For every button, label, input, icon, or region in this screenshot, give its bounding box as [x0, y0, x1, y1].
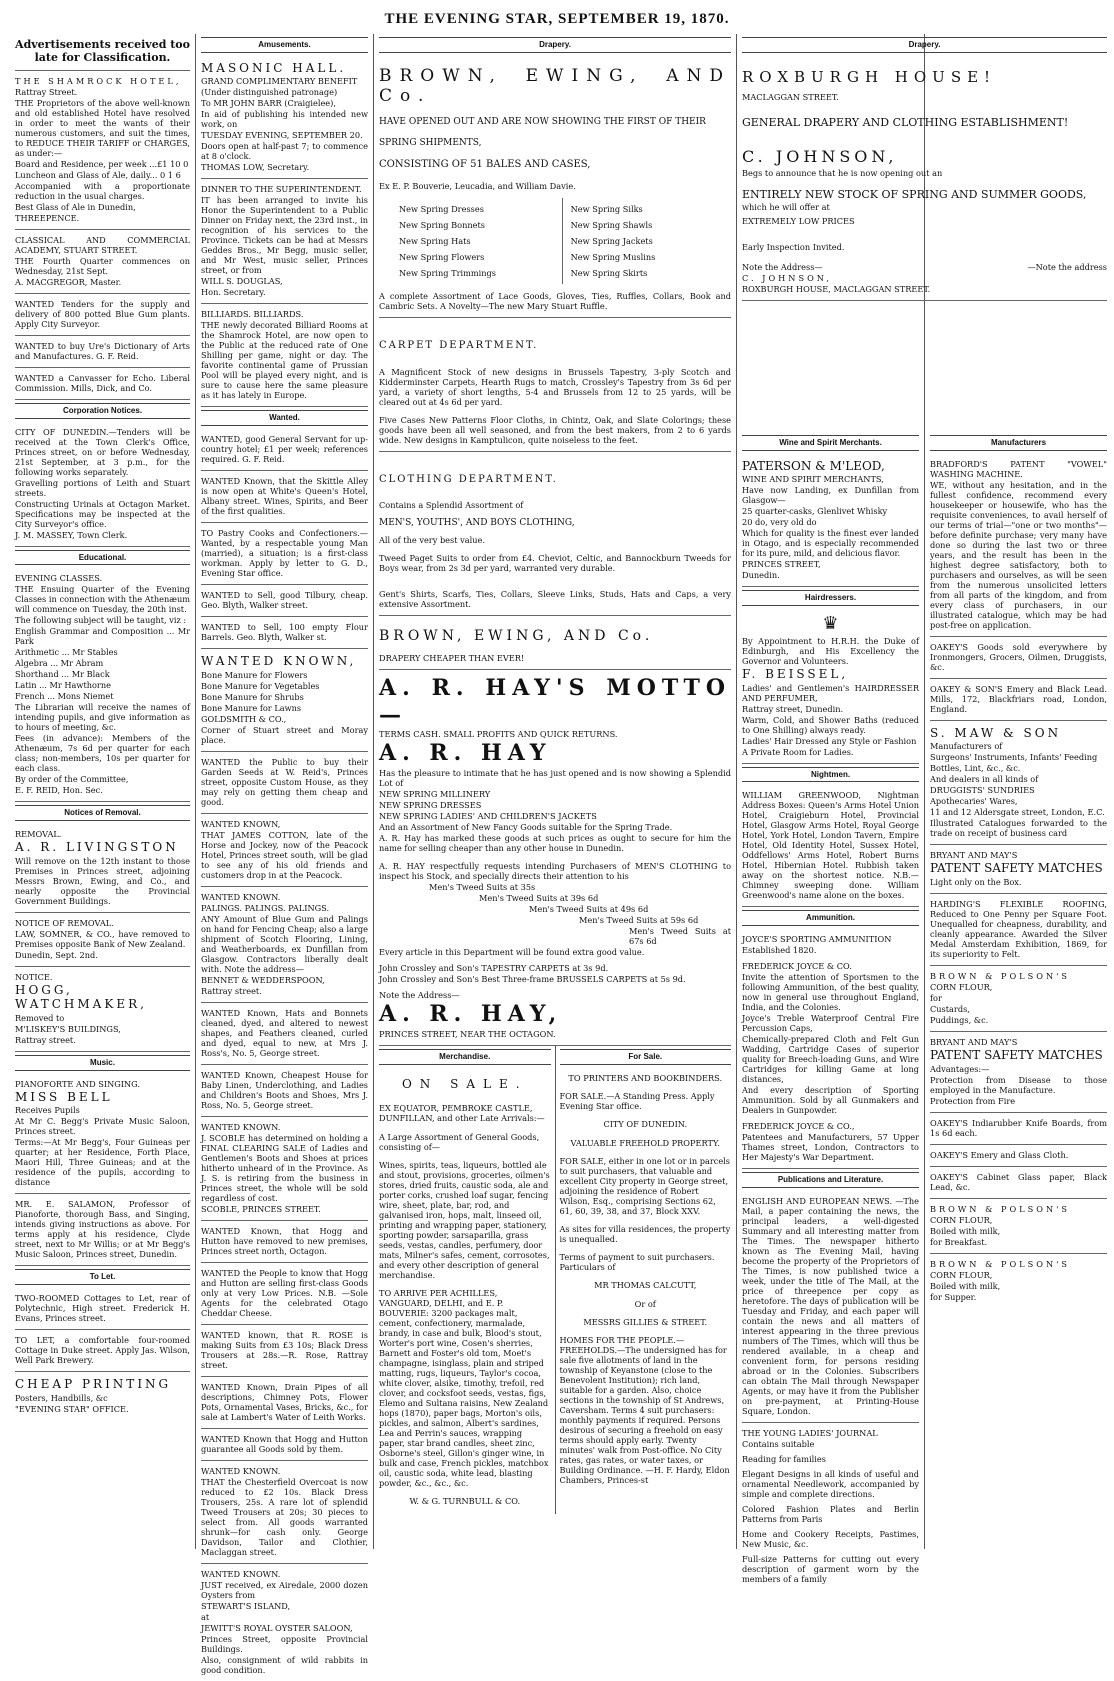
column-1	[10, 34, 195, 1549]
ad-greenwood: WILLIAM GREENWOOD, Nightman Address Boxes: Queen's Arms Hotel Union Hotel, Craigieburn Hotel, Provincial Hotel, Glasgow Arms Hotel, Royal George Hotel, York Hotel, London Tavern, Empire Hotel, Old Identity Hotel, Sussex Hotel, Oddfellows' Arms Hotel, Robert Burns Hotel, Hibernian Hotel. Rubbish taken away on the shortest notice. N.B.—Chimney sweeping done. William Greenwood's name alone on the boxes.	[742, 785, 919, 907]
ad-brown-ewing-spring: BROWN, EWING, AND Co. HAVE OPENED OUT AND ARE NOW SHOWING THE FIRST OF THEIR SPRING SHIPMENTS, CONSISTING OF 51 BALES AND CASES, Ex E. P. Bouverie, Leucadia, and William Davie. New Spring Dresses New Spring Bonnets New Spring Hats New Spring Flowers New Spring Trimmings New Spring Silks New Spring Shawls New Spring Jackets New Spring Muslins New Spring Skirts A complete Assortment of Lace Goods, Gloves, Ties, Ruffles, Collars, Book and Cambric Sets. A Novelty—The new Mary Stuart Ruffle.	[379, 56, 731, 319]
ad-dinner-superintendent: DINNER TO THE SUPERINTENDENT. IT has been arranged to invite his Honor the Superintendent to a Public Dinner on Friday next, the 23rd inst., in recognition of his services to the Province. Tickets can be had at Messrs Geddes Bros., Mr Begg, music seller, and Mr West, music seller, Princes street, or from WILL S. DOUGLAS, Hon. Secretary.	[201, 179, 368, 304]
section-wanted: Wanted.	[201, 410, 368, 426]
section-ammunition: Ammunition.	[742, 910, 919, 926]
ad-carpet-department: CARPET DEPARTMENT. A Magnificent Stock of new designs in Brussels Tapestry, 3-ply Scotch and Kidderminster Carpets, Hearth Rugs to match, Crossley's Tapestry from 3s 6d per yard, a variety of short lengths, 5-4 and Brussels from 12 to 25 yards, will be cleared out at 4s 6d per yard. Five Cases New Patterns Floor Cloths, in Chintz, Oak, and Slate Colorings; these goods have been all well seasoned, and from the best makers, from 2 to 6 yards wide. New designs in Kamptulicon, quite noiseless to the feet.	[379, 318, 731, 451]
ad-bryant-may-2: BRYANT AND MAY'S PATENT SAFETY MATCHES Advantages:— Protection from Disease to those employed in the Manufacture. Protection from Fire	[930, 1032, 1107, 1113]
ad-let-cottages: TWO-ROOMED Cottages to Let, rear of Polytechnic, High street. Frederick H. Evans, Princes street.	[15, 1288, 190, 1330]
section-music: Music.	[15, 1055, 190, 1071]
ad-oakey-knife-boards: OAKEY'S Indiarubber Knife Boards, from 1s 6d each.	[930, 1113, 1107, 1145]
ad-cheap-printing: CHEAP PRINTING Posters, Handbills, &c "EVENING STAR" OFFICE.	[15, 1377, 172, 1414]
ad-harding-roofing: HARDING'S FLEXIBLE ROOFING, Reduced to One Penny per Square Foot. Unequalled for cheapness, durability, and cleanly appearance. Awarded the Silver Medal Amsterdam Exhibition, 1869, for its superiority to Felt.	[930, 894, 1107, 966]
ad-pastry-cooks: TO Pastry Cooks and Confectioners.—Wanted, by a respectable young Man (married), a situation; is a first-class workman. Apply by letter to G. D., Evening Star office.	[201, 523, 368, 585]
ad-wanted-skittle: WANTED Known, that the Skittle Alley is now open at White's Queen's Hotel, Albany street. Wines, Spirits, and Beer of the first qualities.	[201, 471, 368, 523]
ad-joyce-ammunition: JOYCE'S SPORTING AMMUNITION Established 1820. FREDERICK JOYCE & CO. Invite the attention of Sportsmen to the following Ammunition, of the best quality, now in general use throughout England, India, and the Colonies. Joyce's Treble Waterproof Central Fire Percussion Caps, Chemically-prepared Cloth and Felt Gun Wadding, Cartridge Cases of superior quality for Breech-loading Guns, and Wire Cartridges for killing Game at long distances, And every description of Sporting Ammunition. Sold by all Gunmakers and Dealers in Gunpowder. FREDERICK JOYCE & CO., Patentees and Manufacturers, 57 Upper Thames street, London, Contractors to Her Majesty's War Department.	[742, 929, 919, 1169]
royal-crest-icon: ♛	[822, 613, 839, 635]
ad-r-rose: WANTED known, that R. ROSE is making Suits from £3 10s; Black Dress Trousers at 28s.—R. Rose, Rattray street.	[201, 1325, 368, 1377]
ad-oakey-glass-paper: OAKEY'S Cabinet Glass paper, Black Lead, &c.	[930, 1167, 1107, 1199]
section-educational: Educational.	[15, 550, 190, 566]
ad-wanted-tenders: WANTED Tenders for the supply and delivery of 800 potted Blue Gum plants. Apply City Surveyor.	[15, 294, 190, 336]
ad-roxburgh-house: ROXBURGH HOUSE! MACLAGGAN STREET. GENERAL DRAPERY AND CLOTHING ESTABLISHMENT! C. JOHNSON, Begs to announce that he is now opening out an ENTIRELY NEW STOCK OF SPRING AND SUMMER GOODS, which he will offer at EXTREMELY LOW PRICES Early Inspection Invited. Note the Address— —Note the address C. JOHNSON, ROXBURGH HOUSE, MACLAGGAN STREET.	[742, 56, 1107, 302]
ad-maw-son: S. MAW & SON Manufacturers of Surgeons' Instruments, Infants' Feeding Bottles, Lint, &c., &c. And dealers in all kinds of DRUGGISTS' SUNDRIES Apothecaries' Wares, 11 and 12 Aldersgate street, London, E.C. Illustrated Catalogues forwarded to the trade on receipt of business card	[930, 721, 1107, 846]
column-2	[196, 34, 373, 1675]
ad-beissel: ♛ By Appointment to H.R.H. the Duke of Edinburgh, and His Excellency the Governor and Volunteers. F. BEISSEL, Ladies' and Gentlemen's HAIRDRESSER AND PERFUMER, Rattray street, Dunedin. Warm, Cold, and Shower Baths (reduced to One Shilling) always ready. Ladies' Hair Dressed any Style or Fashion A Private Room for Ladies.	[742, 609, 919, 764]
ad-bradford: BRADFORD'S PATENT "VOWEL" WASHING MACHINE. WE, without any hesitation, and in the fullest confidence, recommend every housekeeper or housewife, who has the requisite conveniences, to avail herself of our terms of trial—"one or two months"—before definite purchase; very many have done so during the last two or three years, and the result has been in the highest degree satisfactory, both to purchasers and ourselves, as will be seen from the numerous unsolicited letters from all parts of the kingdom, and from every class of purchasers, in our illustrated catalogue, which may be had post-free on application.	[930, 454, 1107, 637]
merchandise-column: Merchandise. ON SALE. EX EQUATOR, PEMBROKE CASTLE, DUNFILLAN, and other Late Arrivals:— A Large Assortment of General Goods, consisting of— Wines, spirits, teas, liqueurs, bottled ale and stout, provisions, groceries, oilmen's stores, dried fruits, caustic soda, ale and porter corks, crushed loaf sugar, fencing wire, sheet, plate, bar, rod, and galvanised iron, hops, malt, linseed oil, printing and wrapping paper, stationery, sporting powder, sarsaparilla, grass seeds, vestas, candles, perfumery, door mats, Milner's safes, cement, corrosotes, and every other description of general merchandise. TO ARRIVE PER ACHILLES, VANGUARD, DELHI, and E. P. BOUVERIE: 3200 packages malt, cement, confectionery, marmalade, brandy, in case and bulk, Blood's stout, Worter's port wine, Cosen's sherries, Barnett and Foster's old tom, Moet's champagne, isinglass, plain and striped matting, rugs, liqueurs, Taylor's cocoa, white clover, alsike, timothy, trefoil, red clover, and cocksfoot seeds, vestas, figs, Elemo and Sultana raisins, New Zealand hops (1870), paper bags, Morton's oils, pickles, and salmon, Albert's sardines, Lea and Perrin's sauces, wrapping paper, star brand candles, sheet zinc, Osborne's steel, Gillon's ginger wine, in bulk and case, French pickles, matchbox oil, caustic soda, white lead, blasting powder, &c., &c., &c. W. & G. TURNBULL & CO.	[379, 1046, 556, 1514]
ad-brown-polson-3: BROWN & POLSON'S CORN FLOUR, Boiled with milk, for Supper.	[930, 1258, 1070, 1302]
ad-miss-bell: PIANOFORTE AND SINGING. MISS BELL Receives Pupils At Mr C. Begg's Private Music Saloon, Princes street. Terms:—At Mr Begg's, Four Guineas per quarter; at her Residence, Forth Place, Maori Hill, Three Guineas; and at the residence of the pupils, according to distance	[15, 1074, 190, 1195]
note-address-line: Note the Address— —Note the address	[742, 262, 1107, 273]
ad-bone-manure: WANTED KNOWN, Bone Manure for Flowers Bone Manure for Vegetables Bone Manure for Shrubs Bone Manure for Lawns GOLDSMITH & CO., Corner of Stuart street and Moray place.	[201, 649, 368, 752]
ad-garden-seeds: WANTED the Public to buy their Garden Seeds at W. Reid's, Princes street, opposite Custom House, as they may rely on getting them cheap and good.	[201, 752, 368, 814]
ad-baby-linen: WANTED Known, Cheapest House for Baby Linen, Underclothing, and Ladies and Children's Boots and Shoes, Mrs J. Ross, No. 5, George street.	[201, 1065, 368, 1117]
section-for-sale: For Sale.	[560, 1049, 732, 1065]
ad-academy: CLASSICAL AND COMMERCIAL ACADEMY, STUART STREET. THE Fourth Quarter commences on Wednesday, 21st Sept. A. MACGREGOR, Master.	[15, 230, 190, 294]
ad-young-ladies-journal: THE YOUNG LADIES' JOURNAL Contains suitable Reading for families Elegant Designs in all kinds of useful and ornamental Needlework, accompanied by simple and complete directions. Colored Fashion Plates and Berlin Patterns from Paris Home and Cookery Receipts, Pastimes, New Music, &c. Full-size Patterns for cutting out every description of garment worn by the members of a family	[742, 1427, 919, 1584]
ad-notice-hogg: NOTICE. HOGG, WATCHMAKER, Removed to M'LISKEY'S BUILDINGS, Rattray street.	[15, 967, 190, 1052]
section-corporation: Corporation Notices.	[15, 403, 190, 419]
ad-drain-pipes: WANTED Known, Drain Pipes of all descriptions, Chimney Pots, Flower Pots, Ornamental Vases, Bricks, &c., for sale at Lambert's Water of Leith Works.	[201, 1377, 368, 1429]
ad-salamon: MR. E. SALAMON, Professor of Pianoforte, thorough Bass, and Singing, intends giving instructions as above. For terms apply at his residence, Clyde street, next to Mr Willis; or at Mr Begg's Music Saloon, Princes street, Dunedin.	[15, 1194, 190, 1266]
ad-brown-polson-1: BROWN & POLSON'S CORN FLOUR, for Custards, Puddings, &c.	[930, 966, 1107, 1032]
section-nightmen: Nightmen.	[742, 767, 919, 783]
section-hairdressers: Hairdressers.	[742, 590, 919, 606]
section-to-let: To Let.	[15, 1269, 190, 1285]
ad-hats-bonnets: WANTED Known, Hats and Bonnets cleaned, dyed, and altered to newest shapes, and Feathers cleaned, curled and dyed, equal to new, at Mrs J. Ross's, No. 5, George street.	[201, 1003, 368, 1065]
ad-oysters: WANTED KNOWN. JUST received, ex Airedale, 2000 dozen Oysters from STEWART'S ISLAND, at JEWITT'S ROYAL OYSTER SALOON, Princes Street, opposite Provincial Buildings. Also, consignment of wild rabbits in good condition.	[201, 1568, 368, 1675]
ad-city-dunedin: CITY OF DUNEDIN.—Tenders will be received at the Town Clerk's Office, Princes street, on or before Wednesday, 21st September, at 3 p.m., for the following works separately. Gravelling portions of Leith and Stuart streets. Constructing Urinals at Octagon Market. Specifications may be inspected at the City Surveyor's office. J. M. MASSEY, Town Clerk.	[15, 422, 190, 547]
ad-hogg-hutton-removed: WANTED Known, that Hogg and Hutton have removed to new premises, Princes street north, Octagon.	[201, 1221, 368, 1263]
ad-clothing-department: CLOTHING DEPARTMENT. Contains a Splendid Assortment of MEN'S, YOUTHS', AND BOYS CLOTHING, All of the very best value. Tweed Paget Suits to order from £4. Cheviot, Celtic, and Bannockburn Tweeds for Boys wear, from 2s 3d per yard, warranted very durable. Gent's Shirts, Scarfs, Ties, Collars, Sleeve Links, Studs, Hats and Caps, a very extensive Assortment.	[379, 452, 731, 616]
section-merchandise: Merchandise.	[379, 1049, 551, 1065]
ad-european-news: ENGLISH AND EUROPEAN NEWS. —The Mail, a paper containing the news, the principal leaders, a well-digested Summary and all interesting matter from The Times. The newspaper hitherto known as The Evening Mail, having become the property of the Proprietors of The Times, is now published twice a week, under the title of The Mail, at the price of threepence per copy as heretofore. The days of publication will be Tuesday and Friday, and each paper will contain the news and all matters of interest appearing in the three previous numbers of The Times, which will thus be rendered available, in a cheap and convenient form, for persons residing abroad or in the Colonies. Subscribers can obtain The Mail through Newspaper Agents, or may have it from the Publisher on pre-payment, at Printing-House Square, London.	[742, 1191, 919, 1423]
spring-list-right: New Spring Silks New Spring Shawls New Spring Jackets New Spring Muslins New Spring Skirts	[562, 198, 711, 284]
ad-hogg-hutton-cheese: WANTED the People to know that Hogg and Hutton are selling first-class Goods only at very Low Prices. N.B. —Sole Agents for the celebrated Otago Cheddar Cheese.	[201, 1263, 368, 1325]
section-wine-spirit: Wine and Spirit Merchants.	[742, 435, 919, 451]
section-manufacturers: Manufacturers	[930, 435, 1107, 451]
ad-wanted-tilbury: WANTED to Sell, good Tilbury, cheap. Geo. Blyth, Walker street.	[201, 585, 368, 617]
ad-brown-polson-2: BROWN & POLSON'S CORN FLOUR, Boiled with milk, for Breakfast.	[930, 1199, 1107, 1254]
column-3	[374, 34, 736, 1549]
ad-removal-livingston: REMOVAL. A. R. LIVINGSTON Will remove on the 12th instant to those Premises in Princes street, adjoining Messrs Brown, Ewing, and Co., and nearly opposite the Provincial Government Buildings.	[15, 824, 190, 913]
section-amusements: Amusements.	[201, 37, 368, 53]
ad-removal-law-somner: NOTICE OF REMOVAL. LAW, SOMNER, & CO., have removed to Premises opposite Bank of New Zealand. Dunedin, Sept. 2nd.	[15, 913, 190, 967]
ad-evening-classes: EVENING CLASSES. THE Ensuing Quarter of the Evening Classes in connection with the Athenæum will commence on Tuesday, the 20th inst. The following subject will be taught, viz : English Grammar and Composition ... Mr Park Arithmetic ... Mr Stables Algebra ... Mr Abram Shorthand ... Mr Black Latin ... Mr Hawthorne French ... Mons Niemet The Librarian will receive the names of intending pupils, and give information as to hours of meeting, &c. Fees (in advance): Members of the Athenæum, 7s 6d per quarter for each class; non-members, 10s per quarter for each class. By order of the Committee, E. F. REID, Hon. Sec.	[15, 568, 190, 802]
ad-billiards: BILLIARDS. BILLIARDS. THE newly decorated Billiard Rooms at the Shamrock Hotel, are now open to the Public at the reduced rate of One Shilling per game, night or day. The favorite continental game of Prussian Pool will be played every night, and is sure to cause here the same pleasure as it has lately in Europe.	[201, 304, 368, 407]
masthead: THE EVENING STAR, SEPTEMBER 19, 1870.	[384, 11, 730, 27]
ad-oakey-emery: OAKEY & SON'S Emery and Black Lead. Mills, 172, Blackfriars road, London, England.	[930, 679, 1107, 721]
ad-oakey-emery-cloth: OAKEY'S Emery and Glass Cloth.	[930, 1145, 1107, 1167]
spring-lists	[379, 192, 731, 290]
merch-sale-split	[379, 1046, 731, 1514]
section-drapery-2: Drapery.	[742, 37, 1107, 53]
ad-let-duke-street: TO LET, a comfortable four-roomed Cottage in Duke street. Apply Jas. Wilson, Well Park Brewery.	[15, 1330, 190, 1372]
section-publications: Publications and Literature.	[742, 1172, 919, 1188]
ad-wanted-ure: WANTED to buy Ure's Dictionary of Arts and Manufactures. G. F. Reid.	[15, 336, 190, 368]
ad-overcoat: WANTED KNOWN. THAT the Chesterfield Overcoat is now reduced to £2 10s. Black Dress Trousers, 25s. A rare lot of splendid Tweed Trousers at 20s; 30 pieces to select from. All goods warranted shrunk—for cash only. George Davidson, Tailor and Clothier, Maclaggan street.	[201, 1461, 368, 1564]
spring-list-left: New Spring Dresses New Spring Bonnets New Spring Hats New Spring Flowers New Spring Trimmings	[399, 204, 496, 279]
ad-hogg-hutton-guarantee: WANTED Known that Hogg and Hutton guarantee all Goods sold by them.	[201, 1429, 368, 1461]
ad-wanted-servant: WANTED, good General Servant for up-country hotel; £1 per week; references required. G. F. Reid.	[201, 429, 368, 471]
ad-oakey-goods: OAKEY'S Goods sold everywhere by Ironmongers, Grocers, Oilmen, Druggists, &c.	[930, 637, 1107, 679]
section-removal: Notices of Removal.	[15, 805, 190, 821]
ad-masonic-hall: MASONIC HALL. GRAND COMPLIMENTARY BENEFIT (Under distinguished patronage) To MR JOHN BARR (Craigielee), In aid of publishing his intended new work, on TUESDAY EVENING, SEPTEMBER 20. Doors open at half-past 7; to commence at 8 o'clock. THOMAS LOW, Secretary.	[201, 56, 368, 180]
for-sale-column: For Sale. TO PRINTERS AND BOOKBINDERS. FOR SALE.—A Standing Press. Apply Evening Star office. CITY OF DUNEDIN. VALUABLE FREEHOLD PROPERTY. FOR SALE, either in one lot or in parcels to suit purchasers, that valuable and excellent City property in George street, adjoining the residence of Robert Wilson, Esq., comprising Sections 62, 61, 60, 39, 38, and 37, Block XXV. As sites for villa residences, the property is unequalled. Terms of payment to suit purchasers. Particulars of MR THOMAS CALCUTT, Or of MESSRS GILLIES & STREET. HOMES FOR THE PEOPLE.—FREEHOLDS.—The undersigned has for sale five allotments of land in the township of Keyanstone (close to the Benevolent Institution); rich land, suitable for a garden. Also, choice sections in the township of St Andrews, Caversham. Terms 4 suit purchasers: monthly payments if required. Persons desirous of securing a freehold on easy terms should apply early. Twenty minutes' walk from Post-office. No City rates, gas rates, or water taxes, or Building Ordinance. —H. F. Hardy, Eldon Chambers, Princes-st	[556, 1046, 732, 1514]
column-4b	[737, 432, 924, 1584]
ad-wanted-barrels: WANTED to Sell, 100 empty Flour Barrels. Geo. Blyth, Walker st.	[201, 617, 368, 649]
column-5	[925, 432, 1112, 1549]
ad-shamrock-hotel: THE SHAMROCK HOTEL, Rattray Street. THE Proprietors of the above well-known and old established Hotel have resolved in order to meet the wants of their numerous customers, and suit the times, to REDUCE THEIR TARIFF or CHARGES, as under:— Board and Residence, per week ...£1 10 0 Luncheon and Glass of Ale, daily... 0 1 6 Accompanied with a proportionate reduction in the usual charges. Best Glass of Ale in Dunedin, THREEPENCE.	[15, 71, 190, 230]
ad-wanted-canvasser: WANTED a Canvasser for Echo. Liberal Commission. Mills, Dick, and Co.	[15, 368, 190, 400]
ad-bryant-may-1: BRYANT AND MAY'S PATENT SAFETY MATCHES Light only on the Box.	[930, 845, 1107, 894]
classification-header: Advertisements received too late for Classification.	[15, 34, 190, 71]
ad-paterson-mleod: PATERSON & M'LEOD, WINE AND SPIRIT MERCHANTS, Have now Landing, ex Dunfillan from Glasgow— 25 quarter-casks, Glenlivet Whisky 20 do, very old do Which for quality is the finest ever landed in Otago, and is especially recommended for its pure, mild, and delicious flavor. PRINCES STREET, Dunedin.	[742, 454, 919, 588]
ad-brown-ewing-cheaper: BROWN, EWING, AND Co. DRAPERY CHEAPER THAN EVER!	[379, 616, 731, 670]
ad-scoble: WANTED KNOWN. J. SCOBLE has determined on holding a FINAL CLEARING SALE of Ladies and Gentlemen's Boots and Shoes at prices hitherto unheard of in the Province. As J. S. is retiring from the business in Princes street, the whole will be sold regardless of cost. SCOBLE, PRINCES STREET.	[201, 1117, 368, 1221]
ad-palings: WANTED KNOWN. PALINGS. PALINGS. PALINGS. ANY Amount of Blue Gum and Palings on hand for Fencing Cheap; also a large shipment of Scotch Flooring, Lining, and Weatherboards, ex Dunfillan from Glasgow. Contractors liberally dealt with. Note the address— BENNET & WEDDERSPOON, Rattray street.	[201, 887, 368, 1003]
ad-ar-hay: A. R. HAY'S MOTTO— TERMS CASH. SMALL PROFITS AND QUICK RETURNS. A. R. HAY Has the pleasure to intimate that he has just opened and is now showing a Splendid Lot of NEW SPRING MILLINERY NEW SPRING DRESSES NEW SPRING LADIES' AND CHILDREN'S JACKETS And an Assortment of New Fancy Goods suitable for the Spring Trade. A. R. Hay has marked these goods at such prices as ought to secure for him the name for selling cheaper than any other house in Dunedin. A. R. HAY respectfully requests intending Purchasers of MEN'S CLOTHING to inspect his Stock, and specially directs their attention to his Men's Tweed Suits at 35s Men's Tweed Suits at 39s 6d Men's Tweed Suits at 49s 6d Men's Tweed Suits at 59s 6d Men's Tweed Suits at 67s 6d Every article in this Department will be found extra good value. John Crossley and Son's TAPESTRY CARPETS at 3s 9d. John Crossley and Son's Best Three-frame BRUSSELS CARPETS at 5s 9d. Note the Address— A. R. HAY, PRINCES STREET, NEAR THE OCTAGON.	[379, 670, 731, 1046]
ad-james-cotton: WANTED KNOWN, THAT JAMES COTTON, late of the Horse and Jockey, now of the Peacock Hotel, Princes street south, will be glad to see any of his old friends and customers drop in at the Peacock.	[201, 814, 368, 887]
section-drapery-1: Drapery.	[379, 37, 731, 53]
